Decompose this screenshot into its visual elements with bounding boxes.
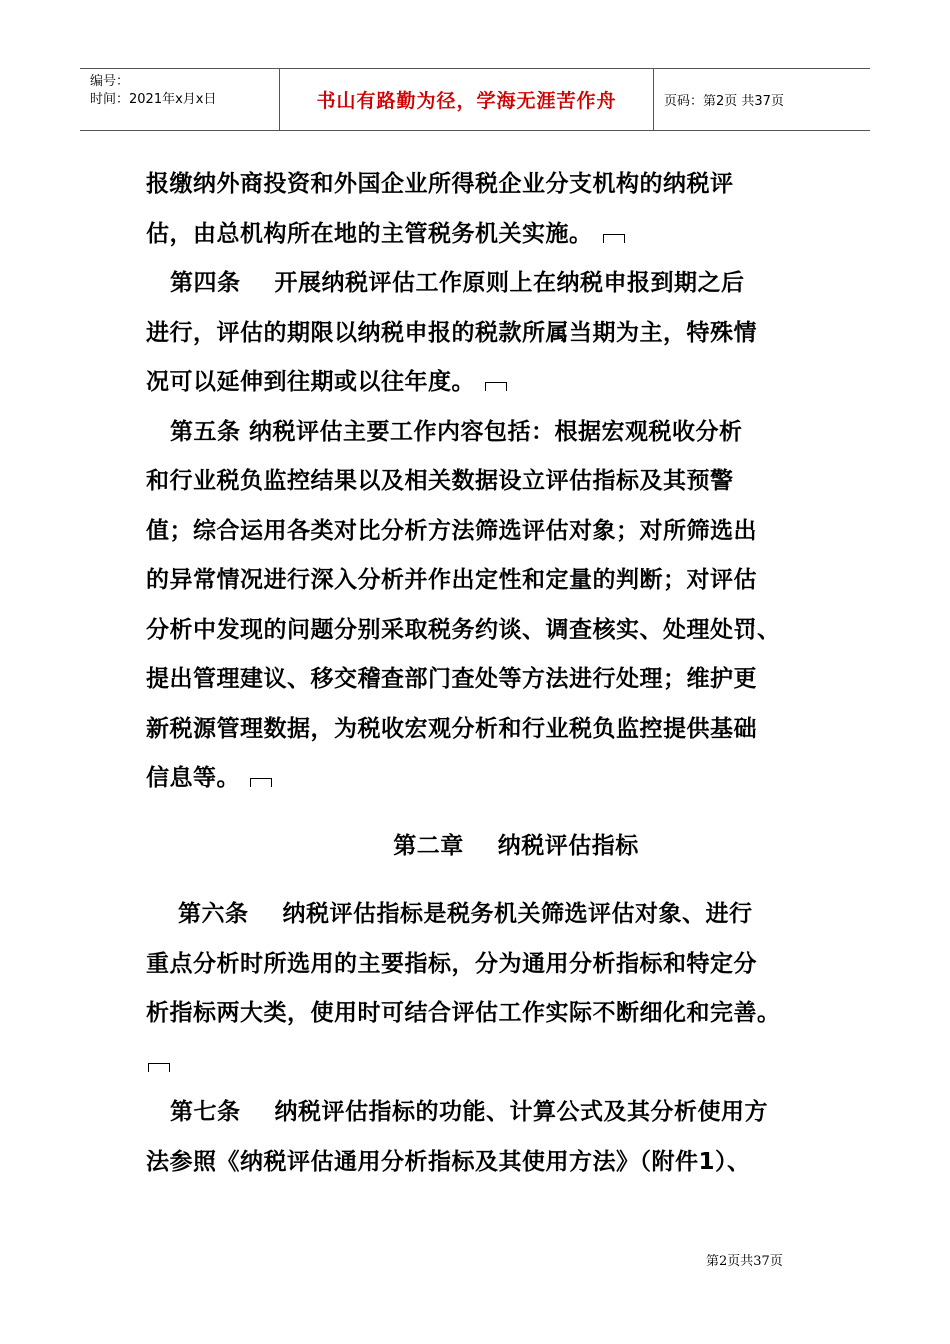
paragraph-line: 法参照《纳税评估通用分析指标及其使用方法》（附件1）、 [146, 1148, 751, 1175]
header-number: 编号： [90, 74, 130, 89]
article-7 [146, 1088, 826, 1138]
paragraph-mark-icon [148, 1063, 170, 1072]
paragraph-line: 重点分析时所选用的主要指标，分为通用分析指标和特定分 [146, 950, 757, 977]
header-page-info: 页码：第2页 共37页 [664, 94, 784, 109]
paragraph-line: 新税源管理数据，为税收宏观分析和行业税负监控提供基础 [146, 715, 757, 742]
paragraph-text: 况可以延伸到往期或以往年度。 [146, 369, 475, 395]
paragraph-text: 纳税评估指标的功能、计算公式及其分析使用方 [274, 1099, 768, 1125]
article-title: 第六条 [178, 901, 249, 927]
paragraph-mark-icon [485, 382, 507, 391]
paragraph-line: 值；综合运用各类对比分析方法筛选评估对象；对所筛选出 [146, 517, 757, 544]
paragraph-line: 进行，评估的期限以纳税申报的税款所属当期为主，特殊情 [146, 319, 757, 346]
header-meta [80, 69, 280, 130]
paragraph-line [146, 1039, 826, 1089]
chapter-title: 纳税评估指标 [497, 832, 639, 859]
paragraph-line: 和行业税负监控结果以及相关数据设立评估指标及其预警 [146, 468, 734, 494]
paragraph-line: 分析中发现的问题分别采取税务约谈、调查核实、处理处罚、 [146, 616, 781, 643]
paragraph-mark-icon [250, 778, 272, 787]
header-time: 时间：2021年x月x日 [90, 92, 217, 107]
paragraph-line [146, 754, 826, 804]
article-6 [146, 890, 826, 940]
paragraph-text: 信息等。 [146, 765, 240, 791]
paragraph-text: 估，由总机构所在地的主管税务机关实施。 [146, 220, 593, 247]
page-footer: 第2页共37页 [706, 1254, 783, 1269]
paragraph-line [146, 358, 826, 408]
article-title: 第七条 [170, 1099, 241, 1125]
document-body [146, 160, 826, 1187]
page-header [80, 68, 870, 131]
paragraph-text: 纳税评估指标是税务机关筛选评估对象、进行 [282, 901, 753, 927]
article-4 [146, 259, 826, 309]
paragraph-text: 开展纳税评估工作原则上在纳税申报到期之后 [274, 270, 745, 296]
paragraph-line [146, 210, 826, 260]
paragraph-line: 的异常情况进行深入分析并作出定性和定量的判断；对评估 [146, 567, 757, 593]
chapter-number: 第二章 [393, 832, 464, 859]
header-motto: 书山有路勤为径，学海无涯苦作舟 [280, 69, 654, 130]
paragraph-line: 析指标两大类，使用时可结合评估工作实际不断细化和完善。 [146, 1000, 781, 1026]
article-title: 第四条 [170, 270, 241, 296]
article-5: 第五条 纳税评估主要工作内容包括：根据宏观税收分析 [170, 418, 743, 445]
paragraph-line: 提出管理建议、移交稽查部门查处等方法进行处理；维护更 [146, 666, 757, 692]
chapter-heading [146, 822, 826, 872]
paragraph-mark-icon [603, 234, 625, 243]
paragraph-line: 报缴纳外商投资和外国企业所得税企业分支机构的纳税评 [146, 171, 734, 197]
